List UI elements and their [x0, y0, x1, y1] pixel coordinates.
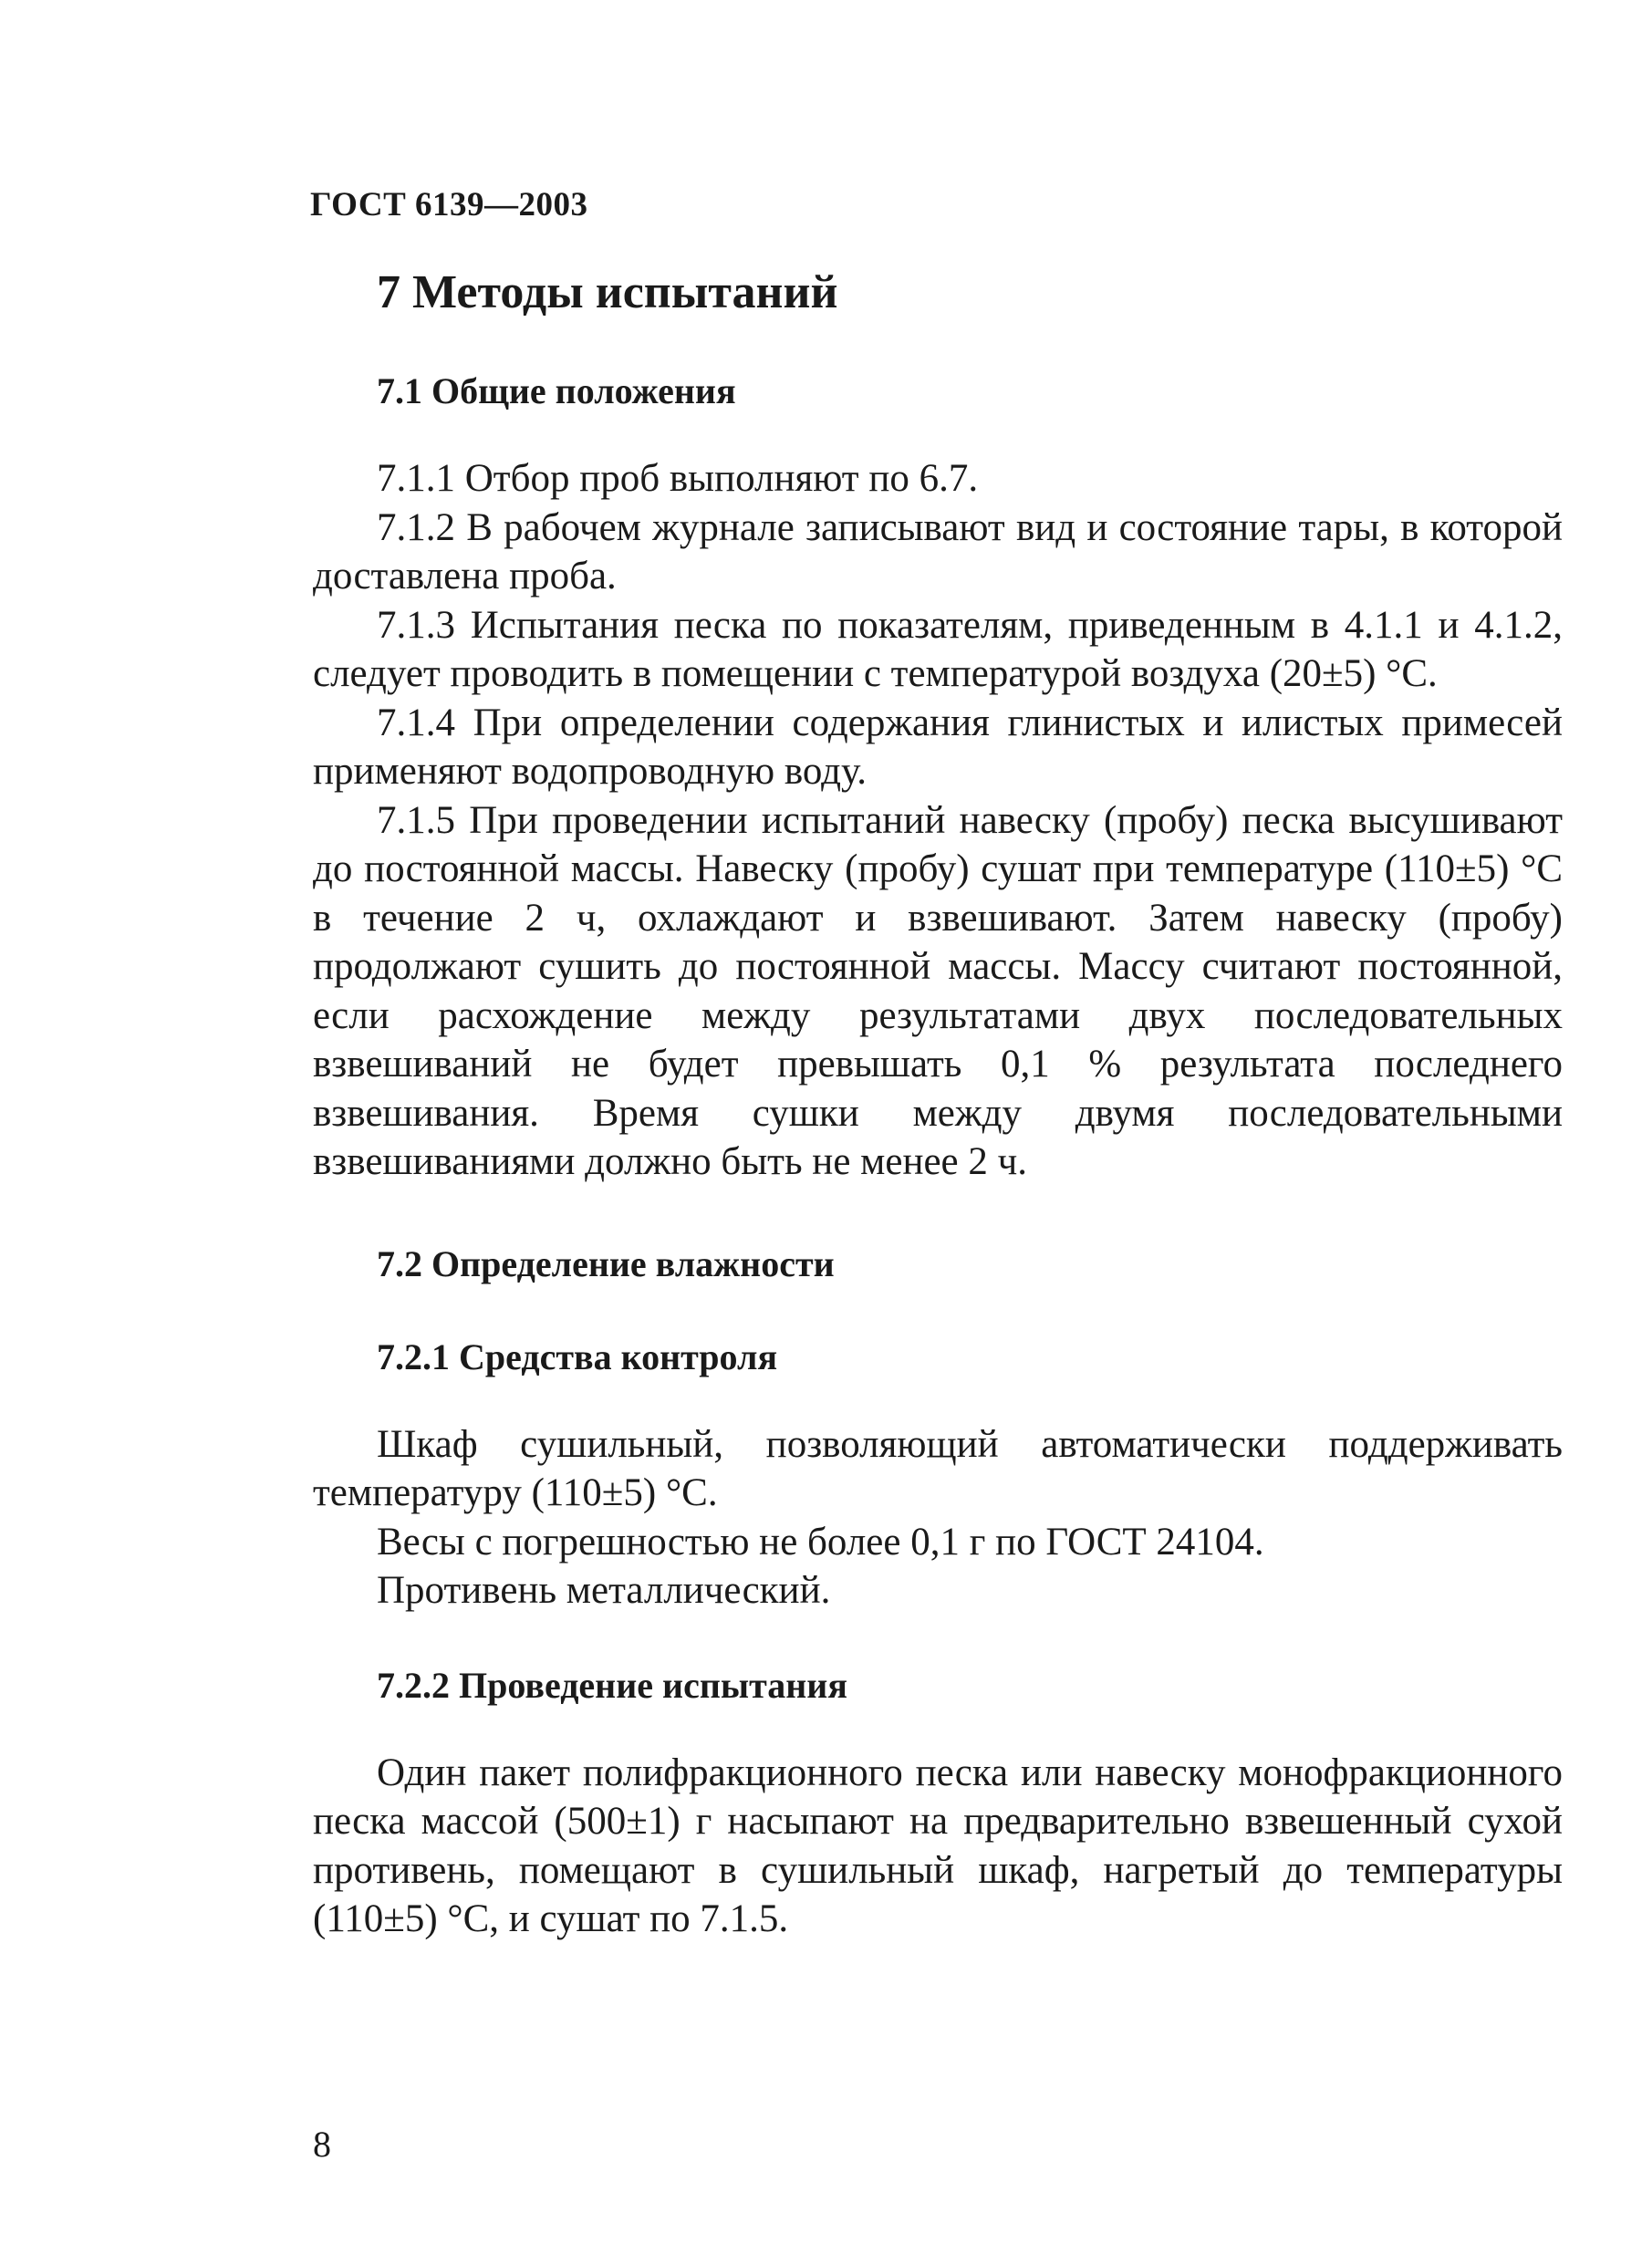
standard-header: ГОСТ 6139—2003 — [310, 186, 588, 223]
item-7-2-2-body — [313, 1749, 1563, 1944]
item-title-7-2-1: 7.2.1 Средства контроля — [377, 1335, 778, 1377]
item-7-2-1-body — [313, 1420, 1563, 1616]
subsection-7-1-body — [313, 454, 1563, 1187]
paragraph-7-1-4: 7.1.4 При определении содержания глинистых и илистых примесей применяют водопроводную воду. — [313, 701, 1563, 793]
item-title-7-2-2: 7.2.2 Проведение испытания — [377, 1664, 847, 1706]
equipment-line-oven: Шкаф сушильный, позволяющий автоматически поддерживать температуру (110±5) °С. — [313, 1422, 1563, 1514]
paragraph-7-1-3: 7.1.3 Испытания песка по показателям, приведенным в 4.1.1 и 4.1.2, следует проводить в помещении с температурой воздуха (20±5) °С. — [313, 603, 1563, 695]
page-number: 8 — [313, 2124, 331, 2165]
paragraph-7-2-2: Один пакет полифракционного песка или навеску монофракционного песка массой (500±1) г насыпают на предварительно взвешенный сухой противень, помещают в сушильный шкаф, нагретый до температуры (110±5) °С, и сушат по 7.1.5. — [313, 1751, 1563, 1940]
equipment-line-tray: Противень металлический. — [377, 1569, 831, 1612]
equipment-line-scales: Весы с погрешностью не более 0,1 г по ГОСТ 24104. — [377, 1520, 1264, 1564]
paragraph-7-1-2: 7.1.2 В рабочем журнале записывают вид и состояние тары, в которой доставлена проба. — [313, 505, 1563, 597]
section-title: 7 Методы испытаний — [377, 266, 838, 318]
paragraph-7-1-5: 7.1.5 При проведении испытаний навеску (пробу) песка высушивают до постоянной массы. Навеску (пробу) сушат при температуре (110±5) °С в течение 2 ч, охлаждают и взвешивают. Затем навеску (пробу) продолжают сушить до постоянной массы. Массу считают постоянной, если расхождение между результатами двух последовательных взвешиваний не будет превышать 0,1 % результата последнего взвешивания. Время сушки между двумя последовательными взвешиваниями должно быть не менее 2 ч. — [313, 798, 1563, 1183]
paragraph-7-1-1: 7.1.1 Отбор проб выполняют по 6.7. — [377, 457, 979, 500]
page-content — [313, 265, 1563, 1944]
subsection-title-7-1: 7.1 Общие положения — [377, 370, 736, 411]
subsection-title-7-2: 7.2 Определение влажности — [377, 1242, 835, 1284]
